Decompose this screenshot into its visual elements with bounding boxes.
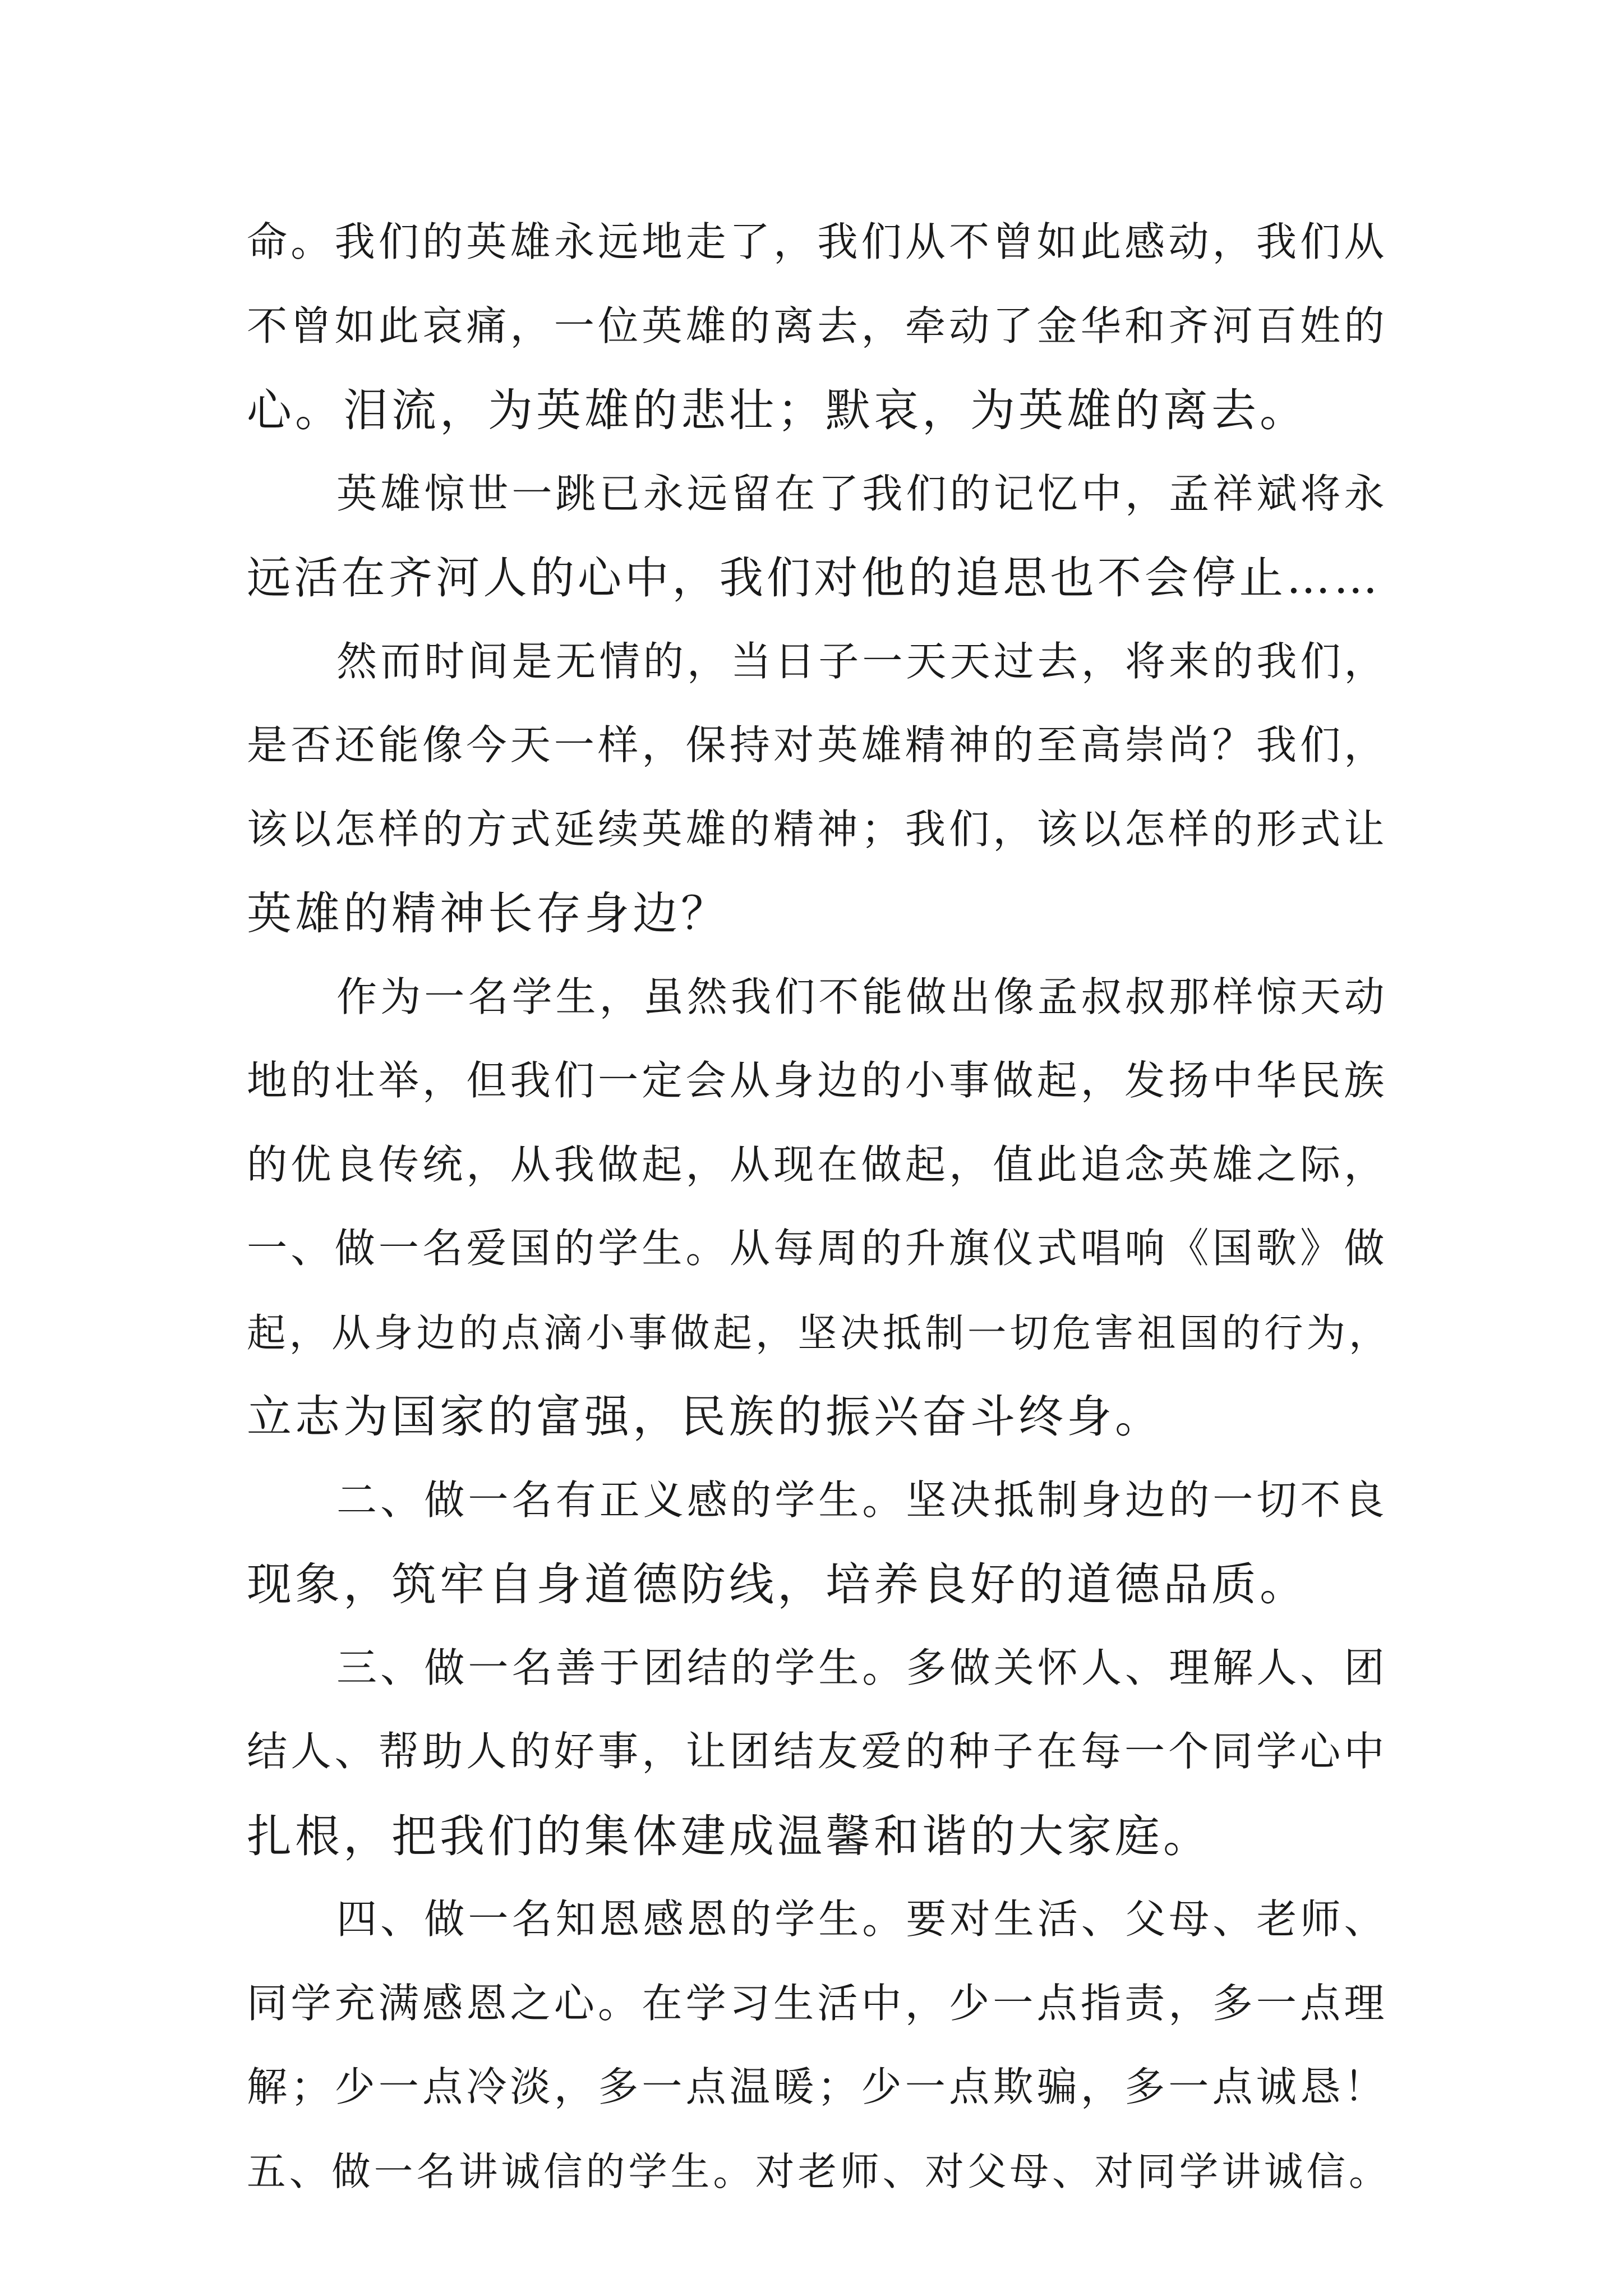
text-line: 是否还能像今天一样，保持对英雄精神的至高崇尚？我们， (247, 722, 1388, 769)
text-line: 立志为国家的富强，民族的振兴奋斗终身。 (247, 1391, 1163, 1443)
text-line: 地的壮举，但我们一定会从身边的小事做起，发扬中华民族 (247, 1057, 1388, 1105)
text-line: 五、做一名讲诚信的学生。对老师、对父母、对同学讲诚信。 (247, 2148, 1391, 2194)
text-line: 三、做一名善于团结的学生。多做关怀人、理解人、团 (336, 1644, 1388, 1692)
text-line: 一、做一名爱国的学生。从每周的升旗仪式唱响《国歌》做 (247, 1225, 1388, 1272)
text-line: 该以怎样的方式延续英雄的精神；我们，该以怎样的形式让 (247, 806, 1388, 853)
text-line: 同学充满感恩之心。在学习生活中，少一点指责，多一点理 (247, 1980, 1388, 2027)
text-line: 二、做一名有正义感的学生。坚决抵制身边的一切不良 (336, 1476, 1388, 1524)
text-line: 心。泪流，为英雄的悲壮；默哀，为英雄的离去。 (247, 384, 1308, 436)
text-line: 的优良传统，从我做起，从现在做起，值此追念英雄之际， (247, 1141, 1388, 1189)
text-line: 起，从身边的点滴小事做起，坚决抵制一切危害祖国的行为， (247, 1310, 1391, 1356)
text-line: 扎根，把我们的集体建成温馨和谐的大家庭。 (247, 1810, 1211, 1862)
text-line: 四、做一名知恩感恩的学生。要对生活、父母、老师、 (336, 1896, 1388, 1943)
text-line: 结人、帮助人的好事，让团结友爱的种子在每一个同学心中 (247, 1728, 1388, 1775)
text-line: 英雄惊世一跳已永远留在了我们的记忆中，孟祥斌将永 (336, 470, 1388, 518)
text-line: 然而时间是无情的，当日子一天天过去，将来的我们， (336, 638, 1388, 685)
body-text (247, 201, 1391, 2214)
text-line: 命。我们的英雄永远地走了，我们从不曾如此感动，我们从 (247, 219, 1388, 266)
text-line: 作为一名学生，虽然我们不能做出像孟叔叔那样惊天动 (336, 973, 1388, 1021)
text-line: 不曾如此哀痛，一位英雄的离去，牵动了金华和齐河百姓的 (247, 302, 1388, 350)
text-line: 英雄的精神长存身边？ (247, 887, 729, 940)
text-line: 解；少一点冷淡，多一点温暖；少一点欺骗，多一点诚恳！ (247, 2064, 1388, 2111)
text-line: 现象，筑牢自身道德防线，培养良好的道德品质。 (247, 1558, 1308, 1611)
text-line: 远活在齐河人的心中，我们对他的追思也不会停止…… (247, 553, 1381, 604)
